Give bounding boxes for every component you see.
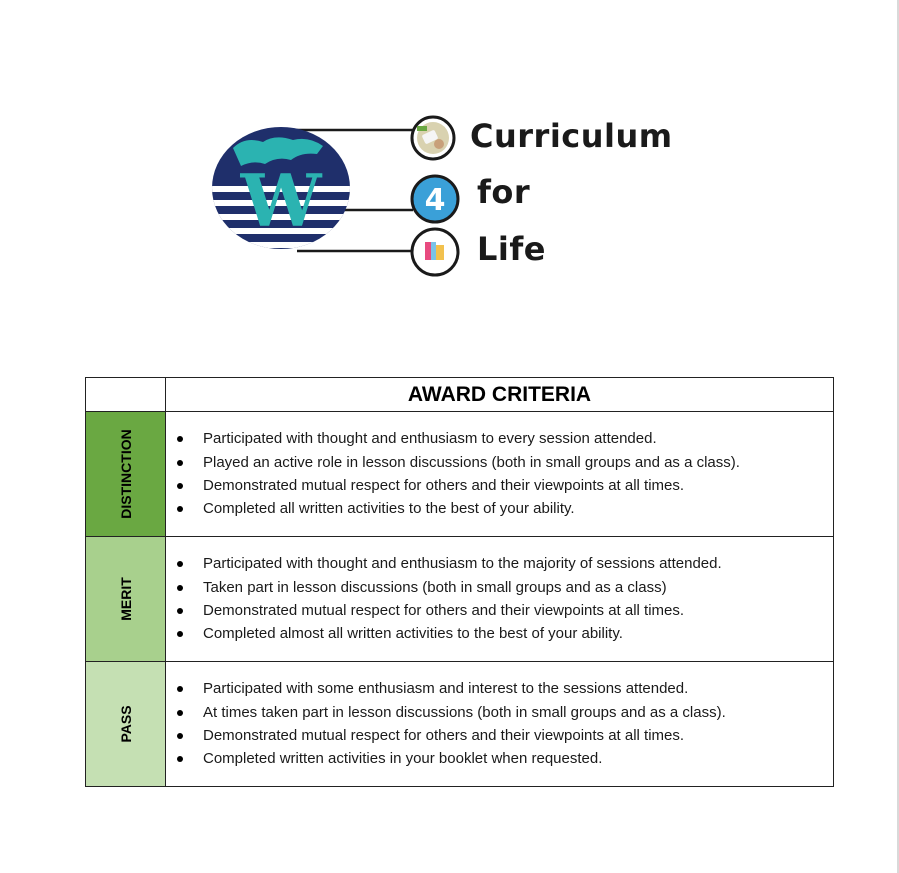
level-label: DISTINCTION xyxy=(117,429,134,519)
logo-word-for: for xyxy=(477,173,531,211)
crest-letter: W xyxy=(240,158,322,243)
list-item: Completed all written activities to the best of your ability. xyxy=(173,497,833,520)
list-item: Completed written activities in your booklet when requested. xyxy=(173,747,833,770)
level-cell-merit xyxy=(86,537,166,662)
number-badge-text: 4 xyxy=(424,183,446,218)
school-crest-icon xyxy=(205,127,365,249)
writing-hand-icon xyxy=(412,117,454,159)
list-item: Participated with some enthusiasm and interest to the sessions attended. xyxy=(173,677,833,700)
logo-word-curriculum: Curriculum xyxy=(470,117,673,155)
criteria-list xyxy=(166,677,833,771)
list-item: Played an active role in lesson discussions (both in small groups and as a class). xyxy=(173,451,833,474)
list-item: Demonstrated mutual respect for others and their viewpoints at all times. xyxy=(173,599,833,622)
level-cell-distinction xyxy=(86,412,166,537)
list-item: Participated with thought and enthusiasm to the majority of sessions attended. xyxy=(173,552,833,575)
header-blank-cell xyxy=(86,378,166,412)
criteria-cell xyxy=(166,662,834,787)
level-label: MERIT xyxy=(117,577,134,621)
table-title: AWARD CRITERIA xyxy=(166,378,834,412)
logo-word-life: Life xyxy=(477,230,546,268)
list-item: Taken part in lesson discussions (both in small groups and as a class) xyxy=(173,576,833,599)
list-item: Demonstrated mutual respect for others and their viewpoints at all times. xyxy=(173,474,833,497)
number-four-icon xyxy=(412,176,458,222)
list-item: Participated with thought and enthusiasm to every session attended. xyxy=(173,427,833,450)
level-label: PASS xyxy=(117,705,134,743)
table-row-distinction xyxy=(86,412,834,537)
level-cell-pass xyxy=(86,662,166,787)
table-row-pass xyxy=(86,662,834,787)
award-criteria-table xyxy=(85,377,834,787)
criteria-list xyxy=(166,552,833,646)
criteria-cell xyxy=(166,412,834,537)
table-row-merit xyxy=(86,537,834,662)
criteria-list xyxy=(166,427,833,521)
curriculum-for-life-logo xyxy=(205,108,695,288)
list-item: Demonstrated mutual respect for others and their viewpoints at all times. xyxy=(173,724,833,747)
book-icon xyxy=(412,229,458,275)
criteria-cell xyxy=(166,537,834,662)
list-item: Completed almost all written activities to the best of your ability. xyxy=(173,622,833,645)
list-item: At times taken part in lesson discussions (both in small groups and as a class). xyxy=(173,701,833,724)
table-header-row xyxy=(86,378,834,412)
